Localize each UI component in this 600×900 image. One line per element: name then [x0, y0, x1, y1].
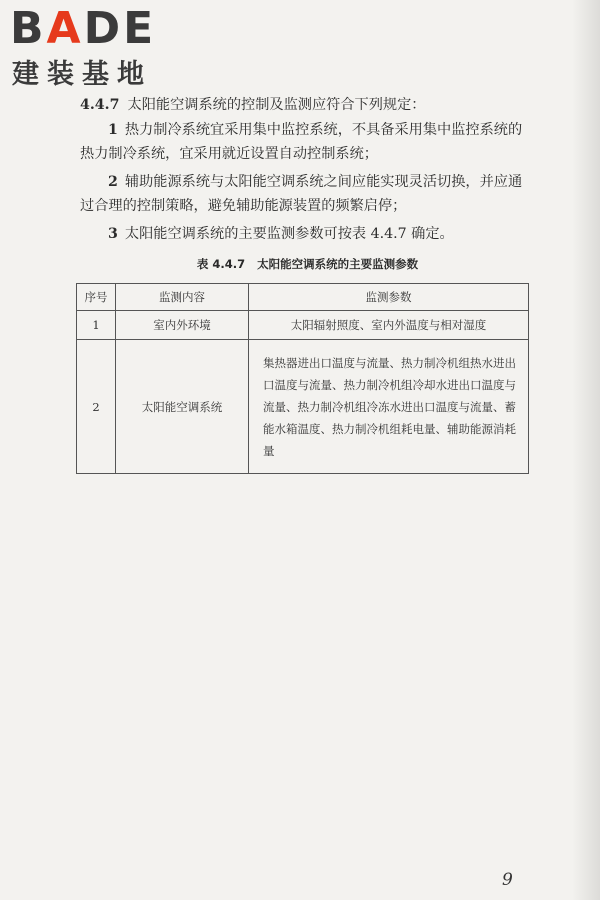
cell-seq: 1 [77, 311, 116, 340]
page-edge-shadow [572, 0, 600, 900]
table-row [77, 340, 529, 474]
item-number: 3 [108, 226, 118, 242]
item-text: 热力制冷系统宜采用集中监控系统，不具备采用集中监控系统的热力制冷系统，宜采用就近设置自动控制系统； [80, 122, 523, 162]
table-header-row [77, 284, 529, 311]
list-item [80, 222, 535, 246]
header-params: 监测参数 [249, 284, 529, 311]
table-title: 太阳能空调系统的主要监测参数 [257, 257, 419, 271]
bade-logo [10, 3, 190, 96]
clause-heading [80, 93, 535, 117]
cell-seq: 2 [77, 340, 116, 474]
clause-text: 太阳能空调系统的控制及监测应符合下列规定： [127, 97, 426, 113]
table-row [77, 311, 529, 340]
cell-params: 太阳辐射照度、室内外温度与相对湿度 [249, 311, 529, 340]
item-number: 1 [108, 122, 118, 138]
item-text: 辅助能源系统与太阳能空调系统之间应能实现灵活切换，并应通过合理的控制策略，避免辅助能源装置的频繁启停； [80, 174, 523, 214]
clause-number: 4.4.7 [80, 97, 120, 113]
header-content: 监测内容 [116, 284, 249, 311]
logo-subtitle: 建装基地 [12, 59, 152, 90]
list-item [80, 170, 535, 218]
table-number: 表 4.4.7 [196, 257, 246, 271]
table-caption [80, 256, 535, 272]
logo-wordmark: BADE [10, 3, 157, 54]
cell-content: 室内外环境 [116, 311, 249, 340]
cell-content: 太阳能空调系统 [116, 340, 249, 474]
header-seq: 序号 [77, 284, 116, 311]
cell-params: 集热器进出口温度与流量、热力制冷机组热水进出口温度与流量、热力制冷机组冷却水进出口温度与流量、热力制冷机组冷冻水进出口温度与流量、蓄能水箱温度、热力制冷机组耗电量、辅助能源消耗量 [249, 340, 529, 474]
item-text: 太阳能空调系统的主要监测参数可按表 4.4.7 确定。 [124, 226, 454, 242]
item-number: 2 [108, 174, 118, 190]
page-number: 9 [502, 870, 513, 890]
monitoring-parameters-table [76, 283, 529, 474]
list-item [80, 118, 535, 166]
logo-accent-letter: A [46, 3, 84, 54]
